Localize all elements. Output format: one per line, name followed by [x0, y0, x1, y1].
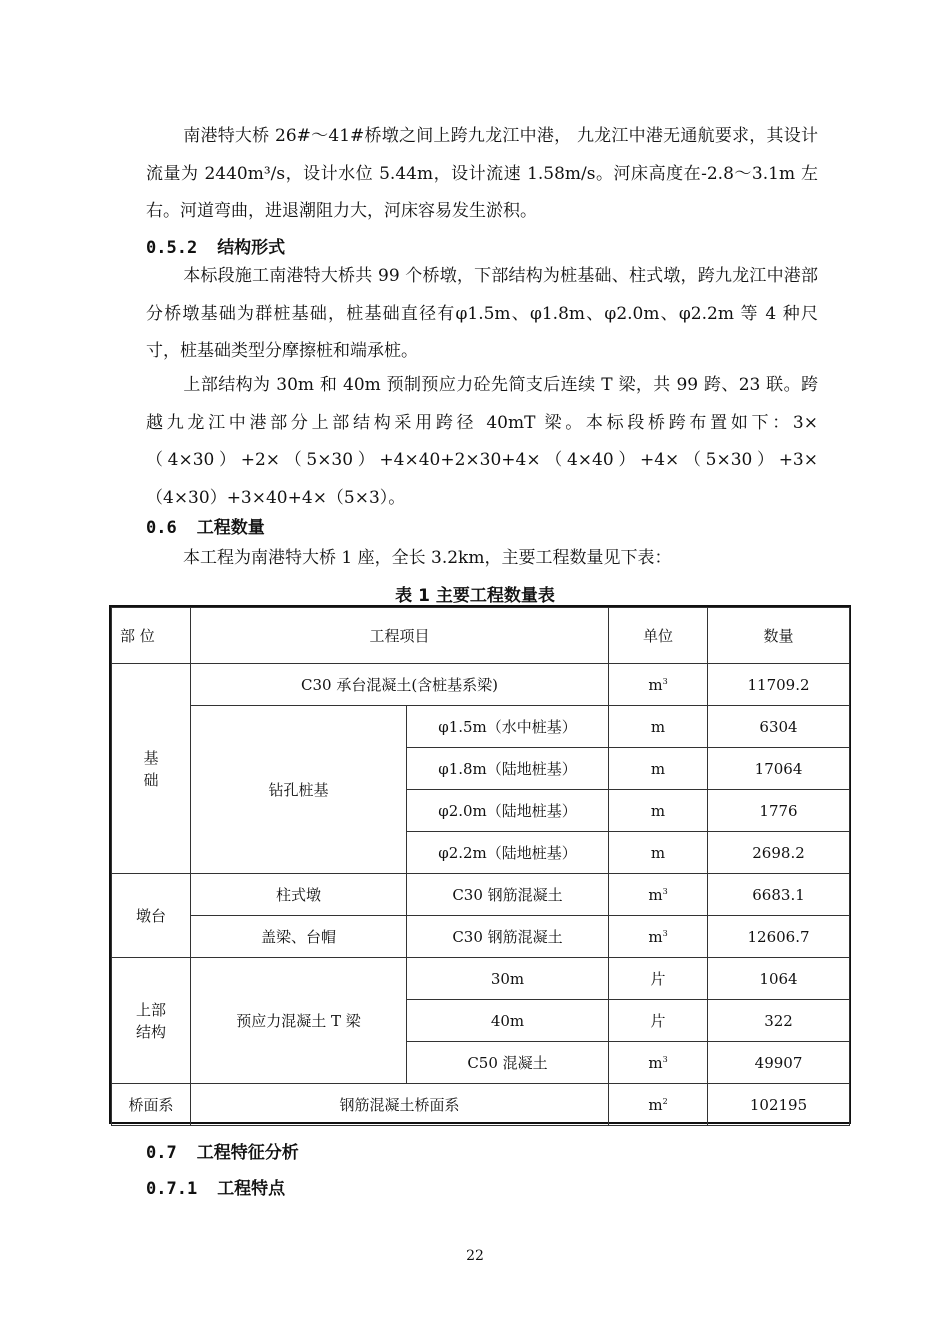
paragraph-quantity-intro: 本工程为南港特大桥 1 座，全长 3.2km，主要工程数量见下表： [183, 548, 672, 568]
paragraph-superstructure: 上部结构为 30m 和 40m 预制预应力砼先简支后连续 T 梁，共 99 跨、23 联。跨越九龙江中港部分上部结构采用跨径 40mT 梁。本标段桥跨布置如下：3×（4×30）+2×（5×30）+4×40+2×30+4×（4×40）+4×（5×30）+3×（4×30）+3×40+4×（5×3）。 [146, 375, 818, 508]
header-qty: 数量 [708, 608, 850, 664]
table-row [112, 706, 850, 748]
cell-qty: 2698.2 [708, 832, 850, 874]
heading-text: 结构形式 [217, 238, 286, 258]
cell-item: C30 承台混凝土(含桩基系梁) [191, 664, 609, 706]
table-header-row [112, 608, 850, 664]
table-row [112, 916, 850, 958]
page-number: 22 [466, 1248, 484, 1264]
cell-qty: 17064 [708, 748, 850, 790]
cell-qty: 1776 [708, 790, 850, 832]
cell-qty: 102195 [708, 1084, 850, 1126]
part-superstructure: 上部 结构 [112, 958, 191, 1084]
heading-number: 0.7 [146, 1143, 177, 1163]
cell-unit: $m^3$ [609, 916, 708, 958]
cell-qty: 6304 [708, 706, 850, 748]
cell-item-tbeam: 预应力混凝土 T 梁 [191, 958, 407, 1084]
heading-structure-form [146, 233, 285, 258]
heading-quantities [146, 513, 265, 538]
part-pier: 墩台 [112, 874, 191, 958]
cell-item-bored-pile: 钻孔桩基 [191, 706, 407, 874]
cell-unit: $m^3$ [609, 664, 708, 706]
heading-characteristics [146, 1138, 299, 1163]
cell-unit: m [609, 706, 708, 748]
header-item: 工程项目 [191, 608, 609, 664]
heading-text: 工程特点 [217, 1179, 286, 1199]
quantity-table [109, 605, 851, 1124]
cell-subitem: 40m [407, 1000, 609, 1042]
heading-features [146, 1174, 285, 1199]
cell-subitem: C30 钢筋混凝土 [407, 916, 609, 958]
cell-unit: m [609, 832, 708, 874]
cell-qty: 49907 [708, 1042, 850, 1084]
cell-subitem: C50 混凝土 [407, 1042, 609, 1084]
table-caption: 表 1 主要工程数量表 [395, 586, 555, 606]
cell-subitem: C30 钢筋混凝土 [407, 874, 609, 916]
cell-unit: m [609, 748, 708, 790]
cell-unit: $m^2$ [609, 1084, 708, 1126]
heading-text: 工程特征分析 [196, 1143, 299, 1163]
cell-item: 盖梁、台帽 [191, 916, 407, 958]
cell-subitem: 30m [407, 958, 609, 1000]
heading-number: 0.7.1 [146, 1179, 198, 1199]
cell-item: 柱式墩 [191, 874, 407, 916]
part-deck: 桥面系 [112, 1084, 191, 1126]
cell-qty: 1064 [708, 958, 850, 1000]
heading-text: 工程数量 [196, 518, 265, 538]
cell-qty: 322 [708, 1000, 850, 1042]
table-row [112, 1084, 850, 1126]
cell-unit: m [609, 790, 708, 832]
paragraph-substructure: 本标段施工南港特大桥共 99 个桥墩，下部结构为桩基础、柱式墩，跨九龙江中港部分桥墩基础为群桩基础，桩基础直径有φ1.5m、φ1.8m、φ2.0m、φ2.2m 等 4 种尺寸，桩基础类型分摩擦桩和端承桩。 [146, 266, 818, 361]
cell-subitem: φ1.8m（陆地桩基） [407, 748, 609, 790]
table-row [112, 874, 850, 916]
cell-subitem: φ1.5m（水中桩基） [407, 706, 609, 748]
cell-qty: 12606.7 [708, 916, 850, 958]
cell-unit: $m^3$ [609, 874, 708, 916]
heading-number: 0.6 [146, 518, 177, 538]
part-foundation: 基 础 [112, 664, 191, 874]
cell-subitem: φ2.2m（陆地桩基） [407, 832, 609, 874]
cell-unit: 片 [609, 1000, 708, 1042]
cell-qty: 11709.2 [708, 664, 850, 706]
cell-qty: 6683.1 [708, 874, 850, 916]
cell-unit: 片 [609, 958, 708, 1000]
paragraph-river-conditions: 南港特大桥 26#～41#桥墩之间上跨九龙江中港， 九龙江中港无通航要求，其设计流量为 2440m³/s，设计水位 5.44m，设计流速 1.58m/s。河床高度在-2.8～3.1m 左右。河道弯曲，进退潮阻力大，河床容易发生淤积。 [146, 126, 818, 221]
cell-subitem: φ2.0m（陆地桩基） [407, 790, 609, 832]
header-unit: 单位 [609, 608, 708, 664]
cell-item: 钢筋混凝土桥面系 [191, 1084, 609, 1126]
heading-number: 0.5.2 [146, 238, 198, 258]
header-part: 部 位 [112, 608, 191, 664]
table-row [112, 664, 850, 706]
cell-unit: $m^3$ [609, 1042, 708, 1084]
table-row [112, 958, 850, 1000]
